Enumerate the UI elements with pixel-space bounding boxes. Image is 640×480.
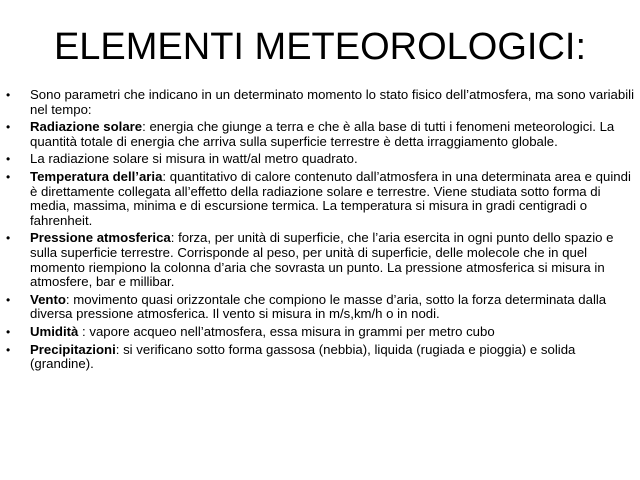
bullet-term: Umidità	[30, 323, 79, 339]
bullet-item-radiazione-solare	[6, 120, 634, 149]
bullet-text: : vapore acqueo nell’atmosfera, essa misura in grammi per metro cubo	[78, 323, 495, 339]
bullet-icon: •	[6, 169, 11, 184]
bullet-term: Radiazione solare	[30, 119, 143, 135]
bullet-text: : quantitativo di calore contenuto dall’atmosfera in una determinata area e quindi è direttamente collegata all’effetto della radiazione solare e terrestre. Viene studiata sotto forma di media, massima, minima e di escursione termica. La temperatura si misura in gradi centigradi o fahrenheit.	[30, 168, 631, 228]
bullet-item-intro	[6, 88, 634, 117]
bullet-item-pressione	[6, 231, 634, 289]
bullet-icon: •	[6, 342, 11, 357]
bullet-term: Vento	[30, 291, 66, 307]
bullet-icon: •	[6, 324, 11, 339]
bullet-item-umidita	[6, 325, 634, 340]
bullet-item-temperatura	[6, 170, 634, 228]
bullet-text: : forza, per unità di superficie, che l’aria esercita in ogni punto dello spazio e sulla superficie terrestre. Corrisponde al peso, per unità di superficie, delle molecole che in quel momento riempiono la colonna d’aria che sovrasta un punto. La pressione atmosferica si misura in atmosfere, bar e millibar.	[30, 230, 614, 290]
bullet-term: Precipitazioni	[30, 341, 116, 357]
bullet-text: : energia che giunge a terra e che è alla base di tutti i fenomeni meteorologici. La quantità totale di energia che arriva sulla superficie terrestre è detta irraggiamento globale.	[30, 119, 615, 149]
bullet-item-radiazione-misura	[6, 152, 634, 167]
bullet-term: Temperatura dell’aria	[30, 168, 163, 184]
bullet-text: : movimento quasi orizzontale che compiono le masse d’aria, sotto la forza determinata dalla diversa pressione atmosferica. Il vento si misura in m/s,km/h o in nodi.	[30, 291, 607, 322]
bullet-text: : si verificano sotto forma gassosa (nebbia), liquida (rugiada e pioggia) e solida (grandine).	[30, 341, 576, 372]
bullet-item-precipitazioni	[6, 343, 634, 372]
bullet-list	[6, 88, 634, 375]
bullet-icon: •	[6, 120, 11, 135]
bullet-icon: •	[6, 152, 11, 167]
bullet-icon: •	[6, 231, 11, 246]
bullet-icon: •	[6, 88, 11, 102]
slide-title: ELEMENTI METEOROLOGICI:	[53, 26, 587, 68]
bullet-term: Pressione atmosferica	[30, 230, 171, 246]
bullet-text: Sono parametri che indicano in un determinato momento lo stato fisico dell’atmosfera, ma sono variabili nel tempo:	[30, 87, 635, 117]
bullet-text: La radiazione solare si misura in watt/al metro quadrato.	[30, 151, 358, 167]
bullet-icon: •	[6, 292, 11, 307]
bullet-item-vento	[6, 293, 634, 322]
